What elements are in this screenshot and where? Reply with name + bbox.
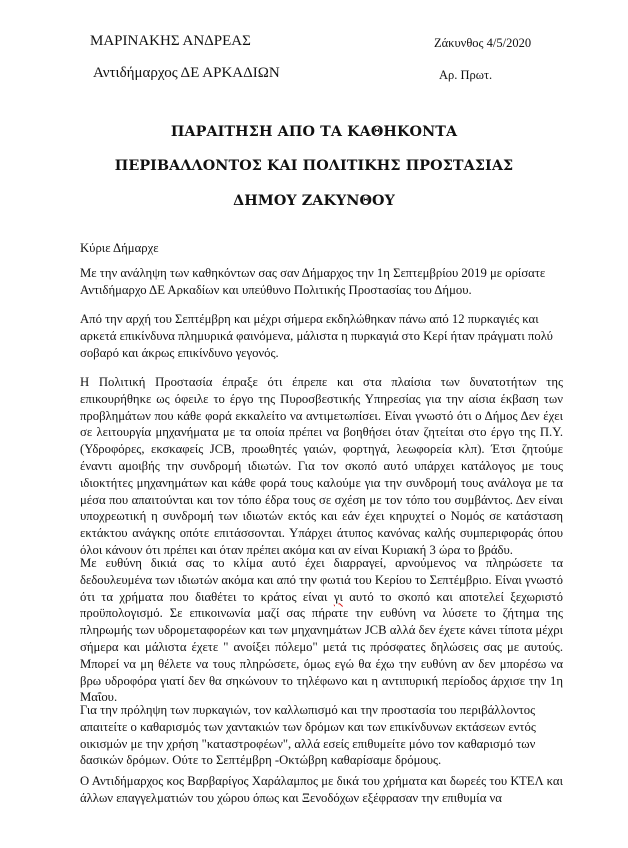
author-name: ΜΑΡΙΝΑΚΗΣ ΑΝΔΡΕΑΣ: [90, 33, 251, 49]
protocol-number-label: Αρ. Πρωτ.: [439, 68, 493, 82]
place-date: Ζάκυνθος 4/5/2020: [434, 36, 532, 50]
paragraph-payment-dispute: [80, 555, 563, 706]
paragraph-donations: Ο Αντιδήμαρχος κος Βαρβαρίγος Χαράλαμπος με δικά του χρήματα και δωρεές του ΚΤΕΛ και άλλων επαγγελματιών του χώρου όπως και Ξενοδόχων εξέφρασαν την επιθυμία να: [80, 774, 563, 805]
document-title-line-1: ΠΑΡΑΙΤΗΣΗ ΑΠΟ ΤΑ ΚΑΘΗΚΟΝΤΑ: [170, 124, 458, 140]
paragraph-payment-dispute-part-2: αυτό το σκοπό και αποτελεί ξεχωριστό προϋπολογισμό. Σε επικοινωνία μαζί σας πήρατε την ευθύνη να λύσετε το ζήτημα της πληρωμής των υδρομεταφορέων και των μηχανημάτων JCB αλλά δεν έχετε κάνει τίποτα μέχρι σήμερα και μάλιστα έχετε " ανοίξει πόλεμο" μετά τις πρόσφατες δηλώσεις σας με αυτούς. Μπορεί να μη θέλετε να τους πληρώσετε, όμως εγώ θα έχω την ευθύνη αν δεν μπορέσω να βρω υδροφόρα γιατί δεν θα σηκώνουν το τηλέφωνο και η αντιπυρική περίοδος άρχισε την 1η Μαΐου.: [80, 589, 563, 705]
spellcheck-flagged-word[interactable]: γι: [333, 589, 343, 604]
document-title-line-2: ΠΕΡΙΒΑΛΛΟΝΤΟΣ ΚΑΙ ΠΟΛΙΤΙΚΗΣ ΠΡΟΣΤΑΣΙΑΣ: [114, 158, 514, 174]
paragraph-payment-dispute-part-1: Με ευθύνη δικιά σας το κλίμα αυτό έχει διαρραγεί, αρνούμενος να πληρώσετε τα δεδουλευμένα των ιδιωτών ακόμα και από την φωτιά του Κερίου το Σεπτέμβριο. Είναι γνωστό ότι τα χρήματα που διαθέτει το κράτος είναι: [80, 556, 563, 604]
document-title-line-3: ΔΗΜΟΥ ΖΑΚΥΝΘΟΥ: [233, 193, 395, 209]
paragraph-fires-summary: Από την αρχή του Σεπτέμβρη και μέχρι σήμερα εκδηλώθηκαν πάνω από 12 πυρκαγιές και αρκετά επικίνδυνα πλημυρικά φαινόμενα, μάλιστα η πυρκαγιά στο Κερί ήταν πράγματι πολύ σοβαρό και άκρως επικίνδυνο γεγονός.: [80, 312, 553, 360]
paragraph-road-cleaning: Για την πρόληψη των πυρκαγιών, τον καλλωπισμό και την προστασία του περιβάλλοντος απαιτείτε ο καθαρισμός των χαντακιών των δρόμων και των επικίνδυνων εκτάσεων εντός οικισμών με την χρήση "καταστροφέων", αλλά εσείς επιθυμείτε μόνο τον καθαρισμό των δασικών δρόμων. Ούτε το Σεπτέμβρη -Οκτώβρη καθαρίσαμε δρόμους.: [80, 703, 536, 768]
paragraph-civil-protection: Η Πολιτική Προστασία έπραξε ότι έπρεπε και στα πλαίσια των δυνατοτήτων της επικουρήθηκε ως όφειλε το έργο της Πυροσβεστικής Υπηρεσίας για την αίσια έκβαση των προβλημάτων που κάθε φορά εκκαλείτο να αντιμετωπίσει. Είναι γνωστό ότι ο Δήμος Δεν έχει σε λειτουργία μηχανήματα με τα οποία πρέπει να βοηθήσει όταν ζητείται στο έργο της Π.Υ. (Υδροφόρες, εκσκαφείς JCB, προωθητές γαιών, φορτηγά, λεωφορεία κλπ). Έτσι ζητούμε έναντι αμοιβής την συνδρομή ιδιωτών. Για τον σκοπό αυτό υπάρχει κατάλογος με τους ιδιοκτήτες μηχανημάτων και κάθε φορά τους καλούμε για την συνδρομή τους ανάλογα με τα μέσα που απαιτούνται και τον τόπο έδρα τους σε σχέση με τον τόπο του συμβάντος. Δεν είναι υποχρεωτική η συνδρομή των ιδιωτών εκτός και εάν έχει κηρυχτεί ο Νομός σε κατάσταση εκτάκτου ανάγκης οπότε επιτάσσονται. Υπάρχει άτυπος κανόνας καλής συμπεριφοράς όπου όλοι κάνουν ότι πρέπει και όταν πρέπει ακόμα και αν είναι Κυριακή 3 ώρα το βράδυ.: [80, 375, 563, 557]
author-title: Αντιδήμαρχος ΔΕ ΑΡΚΑΔΙΩΝ: [93, 65, 280, 81]
salutation: Κύριε Δήμαρχε: [80, 241, 159, 255]
paragraph-appointment: Με την ανάληψη των καθηκόντων σας σαν Δήμαρχος την 1η Σεπτεμβρίου 2019 με ορίσατε Αντιδήμαρχο ΔΕ Αρκαδίων και υπεύθυνο Πολιτικής Προστασίας του Δήμου.: [80, 266, 546, 297]
